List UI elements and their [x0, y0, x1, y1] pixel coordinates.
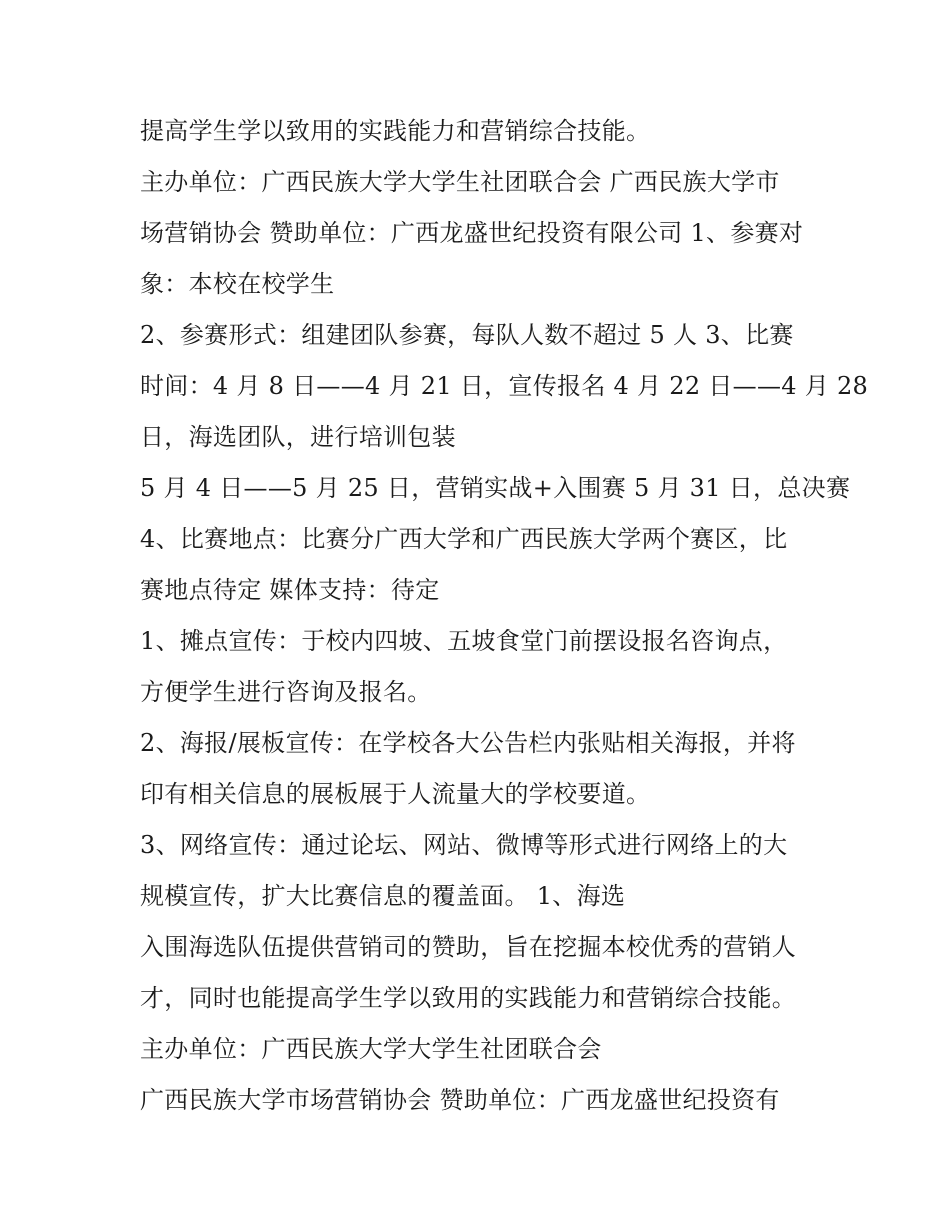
text-line: 3、网络宣传：通过论坛、网站、微博等形式进行网络上的大: [140, 831, 788, 859]
text-line: 时间：4 月 8 日——4 月 21 日，宣传报名 4 月 22 日——4 月 28: [140, 372, 869, 400]
text-line: 广西民族大学市场营销协会 赞助单位：广西龙盛世纪投资有: [140, 1086, 780, 1114]
text-line: 才，同时也能提高学生学以致用的实践能力和营销综合技能。: [140, 984, 797, 1012]
text-line: 4、比赛地点：比赛分广西大学和广西民族大学两个赛区，比: [140, 525, 788, 553]
text-line: 象：本校在校学生: [140, 270, 335, 298]
text-line: 场营销协会 赞助单位：广西龙盛世纪投资有限公司 1、参赛对: [140, 219, 804, 247]
text-line: 日，海选团队，进行培训包装: [140, 423, 456, 451]
text-line: 方便学生进行咨询及报名。: [140, 678, 432, 706]
text-line: 入围海选队伍提供营销司的赞助，旨在挖掘本校优秀的营销人: [140, 933, 797, 961]
text-line: 1、摊点宣传：于校内四坡、五坡食堂门前摆设报名咨询点，: [140, 627, 788, 655]
text-line: 2、海报/展板宣传：在学校各大公告栏内张贴相关海报，并将: [140, 729, 796, 757]
text-line: 主办单位：广西民族大学大学生社团联合会: [140, 1035, 602, 1063]
text-line: 2、参赛形式：组建团队参赛，每队人数不超过 5 人 3、比赛: [140, 321, 794, 349]
text-line: 5 月 4 日——5 月 25 日，营销实战+入围赛 5 月 31 日，总决赛: [140, 474, 851, 502]
text-line: 提高学生学以致用的实践能力和营销综合技能。: [140, 117, 651, 145]
text-line: 规模宣传，扩大比赛信息的覆盖面。 1、海选: [140, 882, 626, 910]
text-line: 赛地点待定 媒体支持：待定: [140, 576, 440, 604]
text-line: 印有相关信息的展板展于人流量大的学校要道。: [140, 780, 651, 808]
text-line: 主办单位：广西民族大学大学生社团联合会 广西民族大学市: [140, 168, 780, 196]
document-body: [140, 106, 869, 1126]
